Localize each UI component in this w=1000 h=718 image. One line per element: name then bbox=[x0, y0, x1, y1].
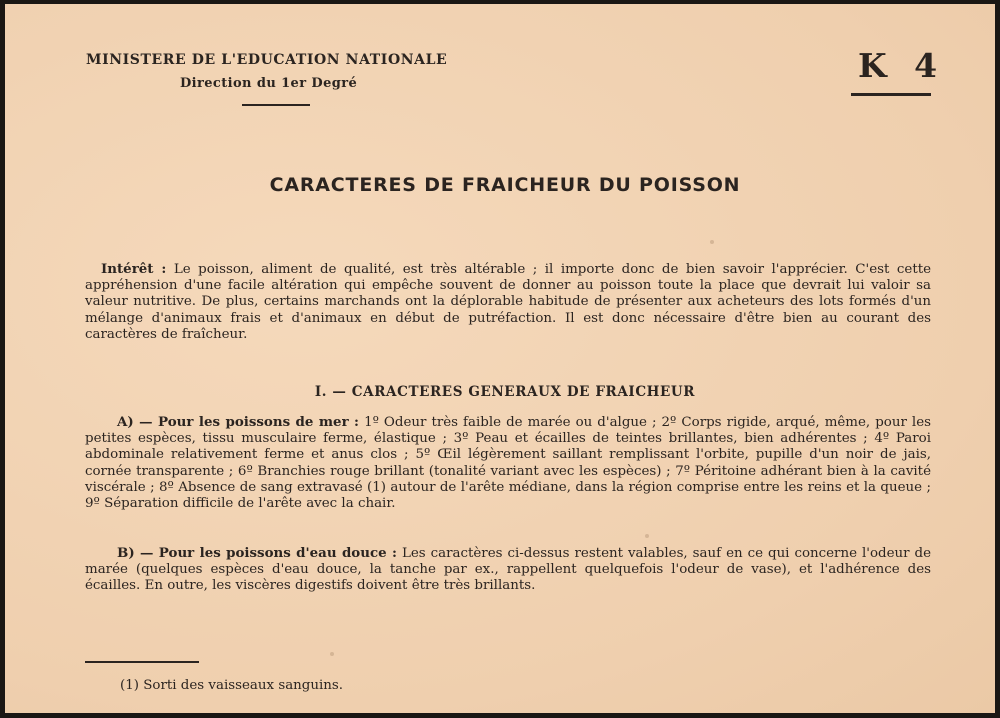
paper-speck bbox=[330, 652, 334, 656]
footnote-divider bbox=[85, 661, 199, 663]
card-code-underline bbox=[851, 93, 931, 96]
paragraph-sea-fish bbox=[85, 414, 931, 512]
document-card bbox=[5, 4, 995, 713]
sea-fish-text: 1º Odeur très faible de marée ou d'algue ; 2º Corps rigide, arqué, même, pour les petites espèces, tissu musculaire ferme, élastique ; 3º Peau et écailles de teintes brillantes, bien adhérentes ; 4º Paroi abdominale relativement ferme et anus clos ; 5º Œil légèrement saillant remplissant l'orbite, pupille d'un noir de jais, cornée transparente ; 6º Branchies rouge brillant (tonalité variant avec les espèces) ; 7º Péritoine adhérant bien à la cavité viscérale ; 8º Absence de sang extravasé (1) autour de l'arête médiane, dans la région comprise entre les reins et la queue ; 9º Séparation difficile de l'arête avec la chair. bbox=[85, 415, 931, 512]
freshwater-fish-text: Les caractères ci-dessus restent valables, sauf en ce qui concerne l'odeur de marée (quelques espèces d'eau douce, la tanche par ex., rappellent quelquefois l'odeur de vase), et l'adhérence des écailles. En outre, les viscères digestifs doivent être très brillants. bbox=[85, 546, 931, 594]
freshwater-fish-lead: B) — Pour les poissons d'eau douce : bbox=[117, 545, 397, 561]
ministry-name: MINISTERE DE L'EDUCATION NATIONALE bbox=[86, 52, 448, 68]
sea-fish-lead: A) — Pour les poissons de mer : bbox=[117, 414, 360, 430]
direction-name: Direction du 1er Degré bbox=[180, 76, 358, 91]
document-title: CARACTERES DE FRAICHEUR DU POISSON bbox=[269, 174, 741, 196]
footnote: (1) Sorti des vaisseaux sanguins. bbox=[120, 678, 344, 693]
intro-paragraph bbox=[85, 261, 931, 343]
paragraph-freshwater-fish bbox=[85, 545, 931, 595]
paper-speck bbox=[710, 240, 714, 244]
intro-lead: Intérêt : bbox=[101, 261, 167, 277]
header-divider bbox=[242, 104, 310, 106]
paper-speck bbox=[645, 534, 649, 538]
intro-text: Le poisson, aliment de qualité, est très altérable ; il importe donc de bien savoir l'apprécier. C'est cette appréhension d'une facile altération qui empêche souvent de donner au poisson toute la place que devrait lui valoir sa valeur nutritive. De plus, certains marchands ont la déplorable habitude de présenter aux acheteurs des lots formés d'un mélange d'animaux frais et d'animaux en début de putréfaction. Il est donc nécessaire d'être bien au courant des caractères de fraîcheur. bbox=[85, 262, 932, 342]
card-code: K 4 bbox=[858, 46, 946, 85]
section-heading: I. — CARACTERES GENERAUX DE FRAICHEUR bbox=[314, 384, 696, 400]
